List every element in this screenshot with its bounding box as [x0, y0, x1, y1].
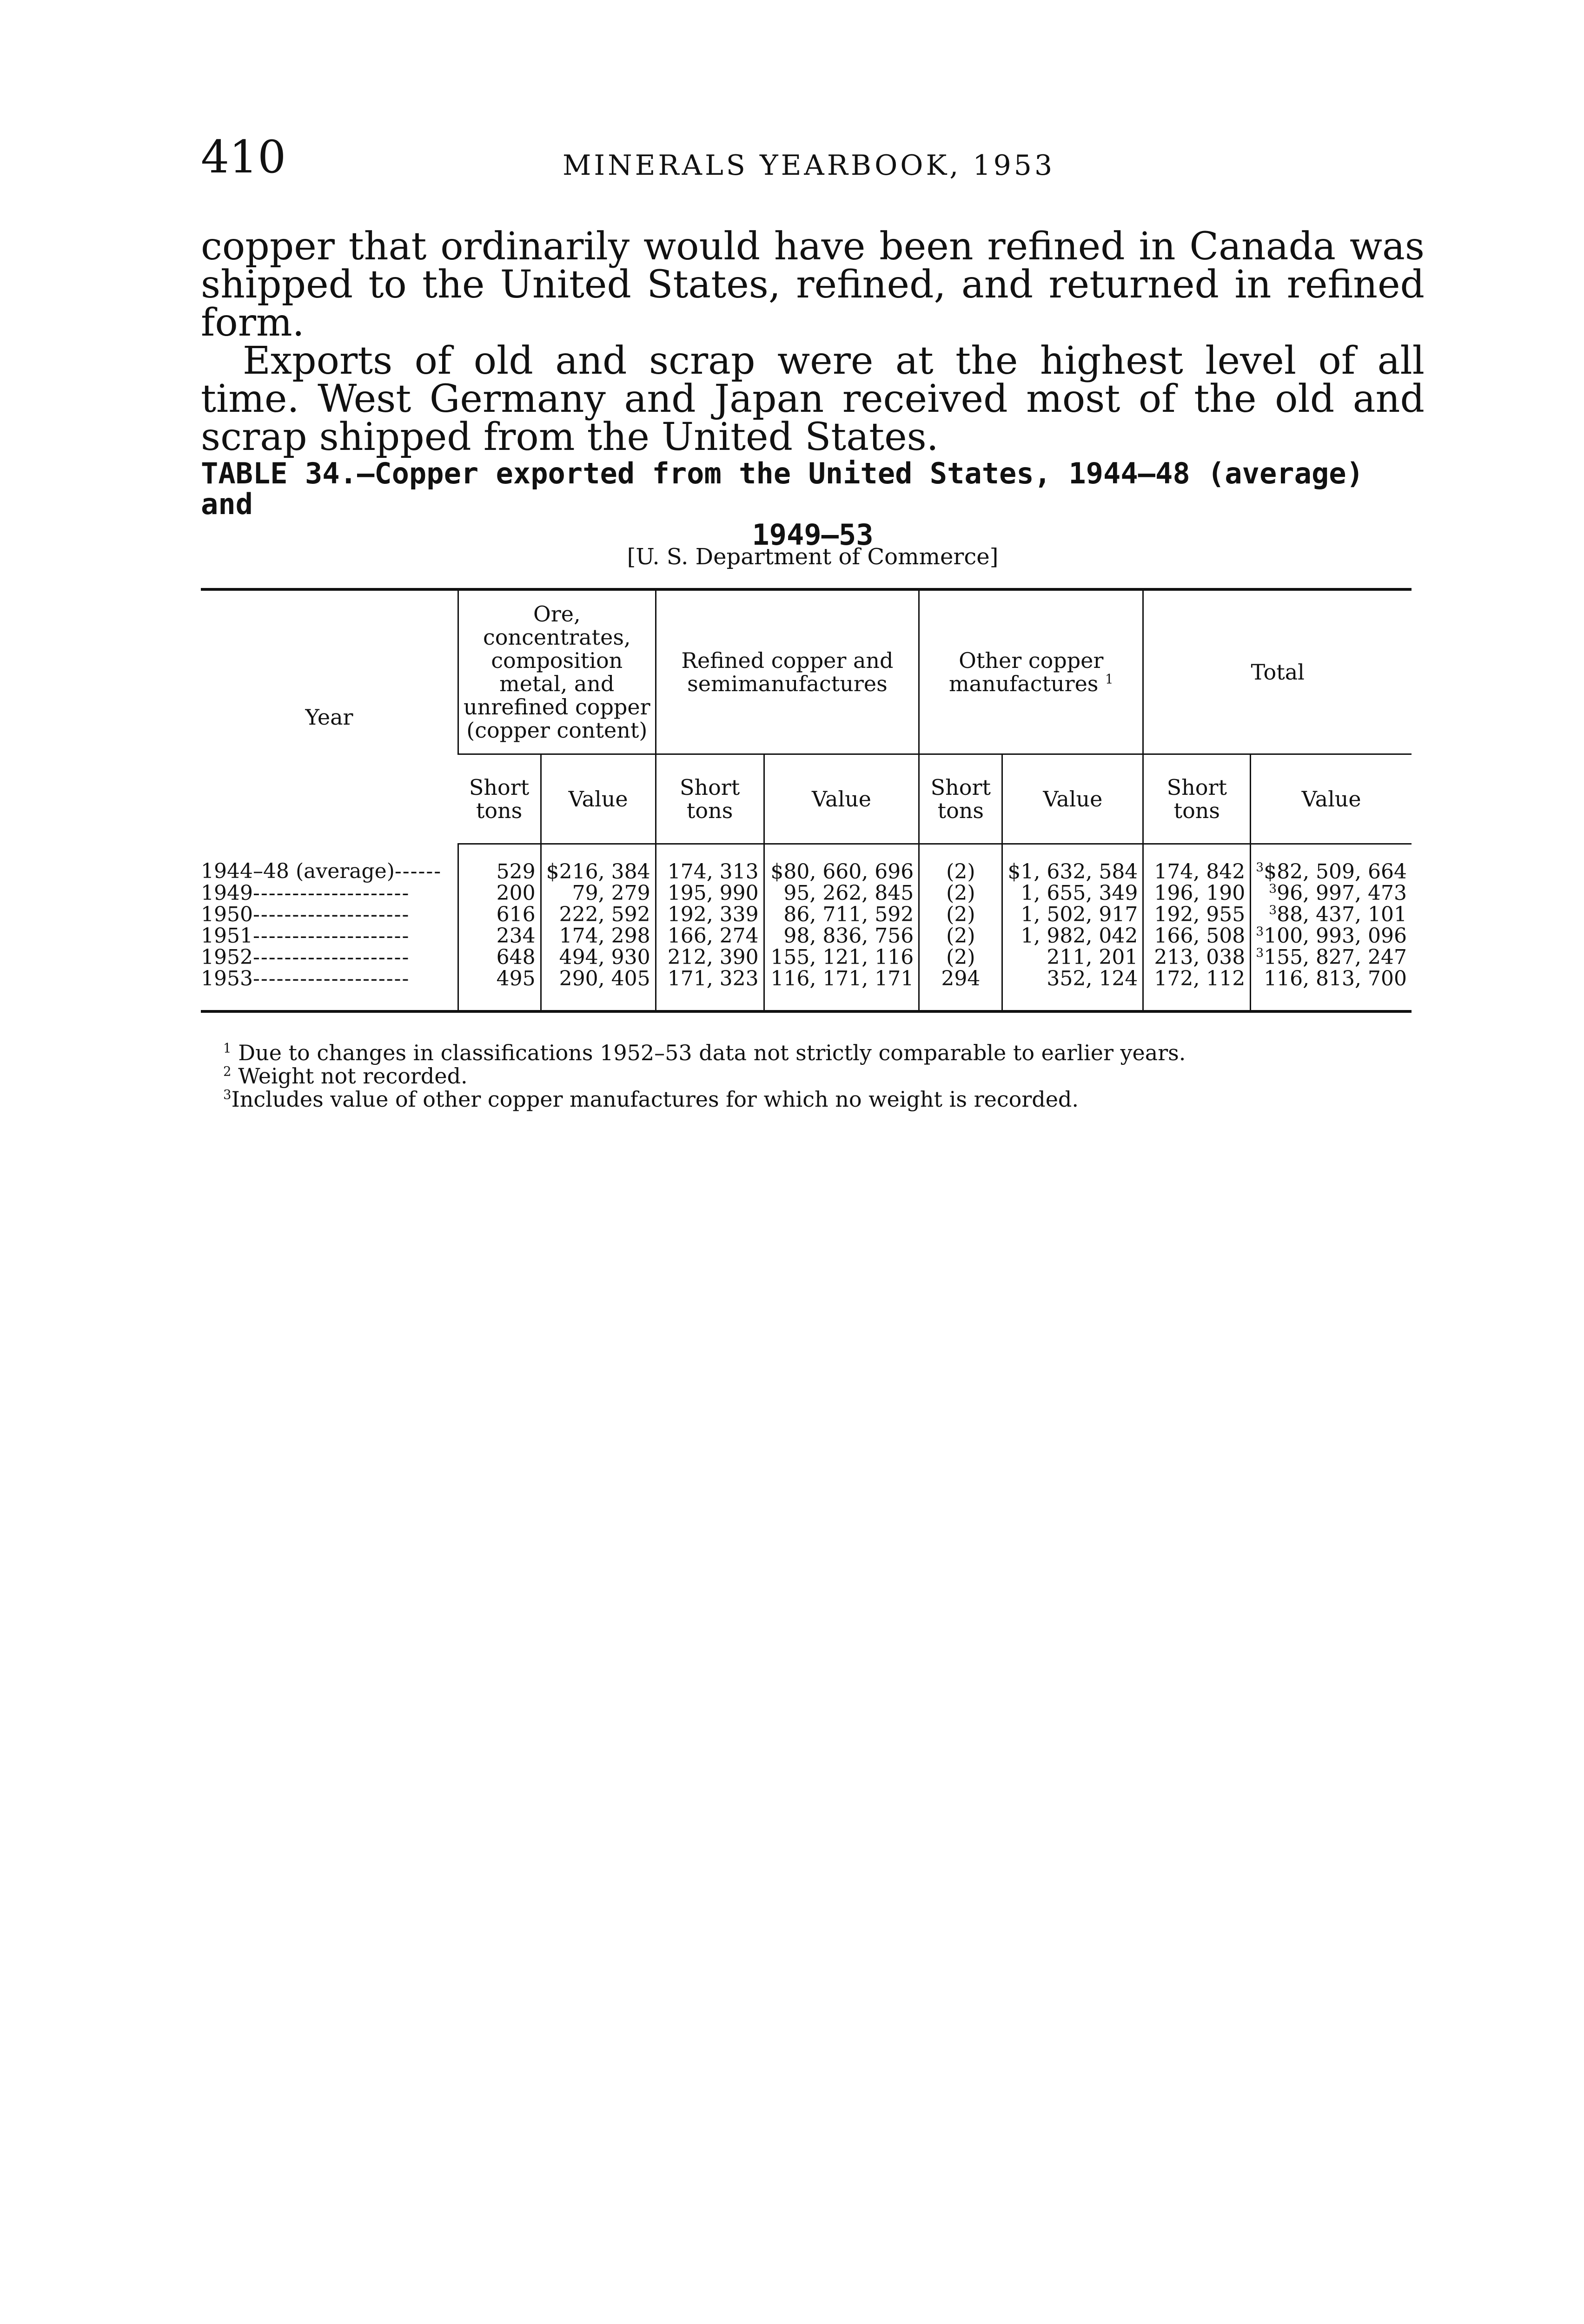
- ore-value: 174, 298: [541, 925, 656, 947]
- paragraph-2: Exports of old and scrap were at the highest level of all time. West Germany and Japan received most of the old and scrap shipped from the United States.: [201, 339, 1425, 459]
- table-caption: [201, 458, 1425, 550]
- total-tons: 172, 112: [1143, 968, 1251, 1011]
- ore-tons: 234: [458, 925, 541, 947]
- other-tons: (2): [919, 925, 1002, 947]
- sub-header-short-tons: Short tons: [919, 754, 1002, 844]
- footnote: $^2$ Weight not recorded.: [223, 1063, 468, 1089]
- other-value: 352, 124: [1002, 968, 1143, 1011]
- total-tons: 174, 842: [1143, 844, 1251, 883]
- row-year: 1944–48 (average)------: [201, 859, 442, 884]
- ore-value: 290, 405: [541, 968, 656, 1011]
- refined-tons: 166, 274: [656, 925, 764, 947]
- total-tons: 213, 038: [1143, 947, 1251, 968]
- table-row: [201, 947, 1412, 968]
- ore-tons: 529: [458, 844, 541, 883]
- col-header-total: Total: [1143, 589, 1412, 754]
- table-row: [201, 925, 1412, 947]
- ore-tons: 200: [458, 883, 541, 904]
- footnote: $^1$ Due to changes in classifications 1952–53 data not strictly comparable to earlier years.: [223, 1040, 1186, 1065]
- row-year: 1952--------------------: [201, 945, 410, 969]
- sub-header-value: Value: [1002, 754, 1143, 844]
- refined-value: $80, 660, 696: [764, 844, 919, 883]
- other-value: 1, 982, 042: [1002, 925, 1143, 947]
- row-year: 1953--------------------: [201, 967, 410, 990]
- total-value: $^3$\$82, 509, 664: [1251, 844, 1412, 883]
- ore-value: $216, 384: [541, 844, 656, 883]
- total-tons: 192, 955: [1143, 904, 1251, 925]
- paragraph-1: copper that ordinarily would have been refined in Canada was shipped to the United States, refined, and returned in refined form.: [201, 224, 1425, 345]
- ore-value: 222, 592: [541, 904, 656, 925]
- refined-tons: 212, 390: [656, 947, 764, 968]
- total-value: $^3$96, 997, 473: [1251, 883, 1412, 904]
- refined-value: 116, 171, 171: [764, 968, 919, 1011]
- other-tons: (2): [919, 904, 1002, 925]
- ore-value: 494, 930: [541, 947, 656, 968]
- other-value: 1, 655, 349: [1002, 883, 1143, 904]
- page-number: 410: [201, 131, 286, 183]
- sub-header-value: Value: [1251, 754, 1412, 844]
- sub-header-value: Value: [764, 754, 919, 844]
- table-row: [201, 883, 1412, 904]
- total-tons: 166, 508: [1143, 925, 1251, 947]
- ore-tons: 648: [458, 947, 541, 968]
- total-tons: 196, 190: [1143, 883, 1251, 904]
- refined-value: 86, 711, 592: [764, 904, 919, 925]
- table-caption-line2: 1949–53: [752, 518, 874, 552]
- table-row: [201, 844, 1412, 883]
- footnotes: [223, 1041, 1186, 1111]
- other-value: 1, 502, 917: [1002, 904, 1143, 925]
- refined-tons: 195, 990: [656, 883, 764, 904]
- other-tons: (2): [919, 947, 1002, 968]
- row-year: 1949--------------------: [201, 881, 410, 905]
- total-value: $^3$100, 993, 096: [1251, 925, 1412, 947]
- refined-tons: 192, 339: [656, 904, 764, 925]
- other-value: 211, 201: [1002, 947, 1143, 968]
- total-value: $^3$88, 437, 101: [1251, 904, 1412, 925]
- row-year: 1950--------------------: [201, 903, 410, 926]
- body-text: [201, 224, 1425, 459]
- running-title: MINERALS YEARBOOK, 1953: [563, 149, 1055, 182]
- refined-tons: 171, 323: [656, 968, 764, 1011]
- total-value: $^3$155, 827, 247: [1251, 947, 1412, 968]
- other-tons: (2): [919, 844, 1002, 883]
- row-year: 1951--------------------: [201, 924, 410, 948]
- ore-tons: 495: [458, 968, 541, 1011]
- total-value: 116, 813, 700: [1251, 968, 1412, 1011]
- refined-value: 98, 836, 756: [764, 925, 919, 947]
- table-source: [U. S. Department of Commerce]: [627, 544, 999, 570]
- other-tons: 294: [919, 968, 1002, 1011]
- sub-header-short-tons: Short tons: [656, 754, 764, 844]
- col-header-ore: Ore, concentrates, composition metal, and unrefined copper (copper content): [458, 589, 656, 754]
- ore-tons: 616: [458, 904, 541, 925]
- other-tons: (2): [919, 883, 1002, 904]
- footnote: $^3$Includes value of other copper manufactures for which no weight is recorded.: [223, 1087, 1079, 1112]
- col-header-refined: Refined copper and semimanufactures: [656, 589, 919, 754]
- refined-value: 155, 121, 116: [764, 947, 919, 968]
- sub-header-short-tons: Short tons: [1143, 754, 1251, 844]
- ore-value: 79, 279: [541, 883, 656, 904]
- copper-exports-table: [201, 588, 1412, 1013]
- other-value: $1, 632, 584: [1002, 844, 1143, 883]
- refined-value: 95, 262, 845: [764, 883, 919, 904]
- col-header-year: Year: [305, 705, 353, 730]
- col-header-other: Other copper manufactures $^1$: [919, 589, 1143, 754]
- footnote-ref: 1: [1105, 671, 1113, 687]
- sub-header-value: Value: [541, 754, 656, 844]
- table-row: [201, 904, 1412, 925]
- refined-tons: 174, 313: [656, 844, 764, 883]
- sub-header-short-tons: Short tons: [458, 754, 541, 844]
- table-row: [201, 968, 1412, 1011]
- table-caption-line1: TABLE 34.—Copper exported from the United States, 1944–48 (average) and: [201, 456, 1364, 521]
